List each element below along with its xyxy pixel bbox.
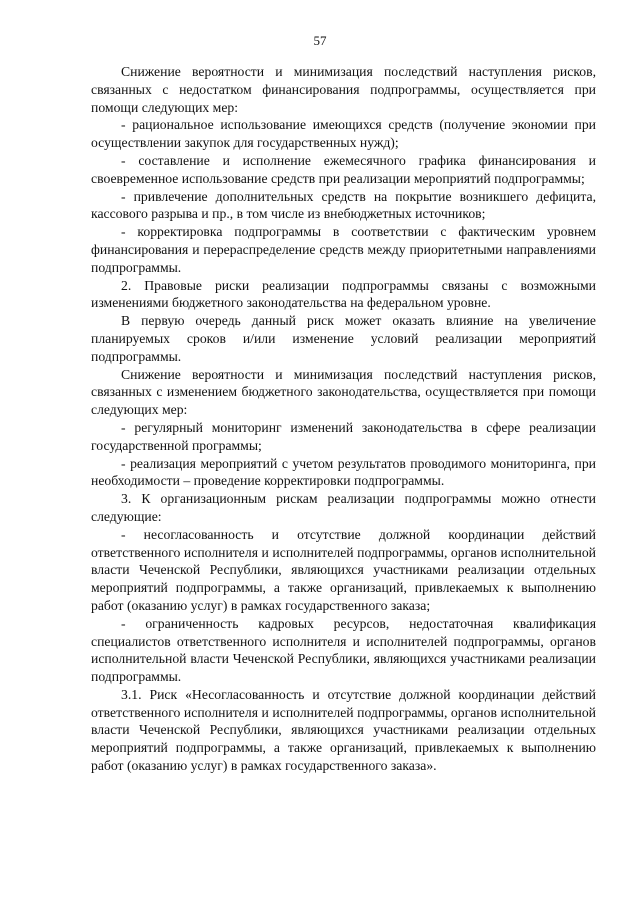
list-item: - привлечение дополнительных средств на покрытие возникшего дефицита, кассового разрыва и пр., в том числе из внебюджетных источников; [91,188,596,222]
paragraph: 3. К организационным рискам реализации подпрограммы можно отнести следующие: [91,491,596,524]
list-item: - корректировка подпрограммы в соответствии с фактическим уровнем финансирования и перераспределение средств между приоритетными направлениями подпрограммы. [91,224,596,275]
paragraph: 2. Правовые риски реализации подпрограммы связаны с возможными изменениями бюджетного законодательства на федеральном уровне. [91,277,596,311]
list-item: - регулярный мониторинг изменений законодательства в сфере реализации государственной программы; [91,419,596,453]
paragraph: 3.1. Риск «Несогласованность и отсутствие должной координации действий ответственного исполнителя и исполнителей подпрограммы, органов исполнительной власти Чеченской Республики, являющихся участниками реализации отдельных мероприятий подпрограммы, а также организаций, привлекаемых к выполнению работ (оказанию услуг) в рамках государственного заказа». [91,686,596,774]
list-item: - рациональное использование имеющихся средств (получение экономии при осуществлении закупок для государственных нужд); [91,117,596,151]
page-number: 57 [313,33,327,48]
paragraph: В первую очередь данный риск может оказать влияние на увеличение планируемых сроков и/или изменение условий реализации мероприятий подпрограммы. [91,313,596,364]
list-item: - несогласованность и отсутствие должной координации действий ответственного исполнителя и исполнителей подпрограммы, органов исполнительной власти Чеченской Республики, являющихся участниками реализации отдельных мероприятий подпрограммы, а также организаций, привлекаемых к выполнению работ (оказанию услуг) в рамках государственного заказа; [91,526,596,613]
list-item: - составление и исполнение ежемесячного графика финансирования и своевременное использование средств при реализации мероприятий подпрограммы; [91,152,596,186]
paragraph: Снижение вероятности и минимизация последствий наступления рисков, связанных с недостатком финансирования подпрограммы, осуществляется при помощи следующих мер: [91,64,596,115]
list-item: - реализация мероприятий с учетом результатов проводимого мониторинга, при необходимости – проведение корректировки подпрограммы. [91,455,596,489]
paragraph: Снижение вероятности и минимизация последствий наступления рисков, связанных с изменением бюджетного законодательства, осуществляется при помощи следующих мер: [91,366,596,418]
list-item: - ограниченность кадровых ресурсов, недостаточная квалификация специалистов ответственного исполнителя и исполнителей подпрограммы, органов исполнительной власти Чеченской Республики, являющихся участниками реализации подпрограммы. [91,615,596,685]
document-body [91,63,596,775]
